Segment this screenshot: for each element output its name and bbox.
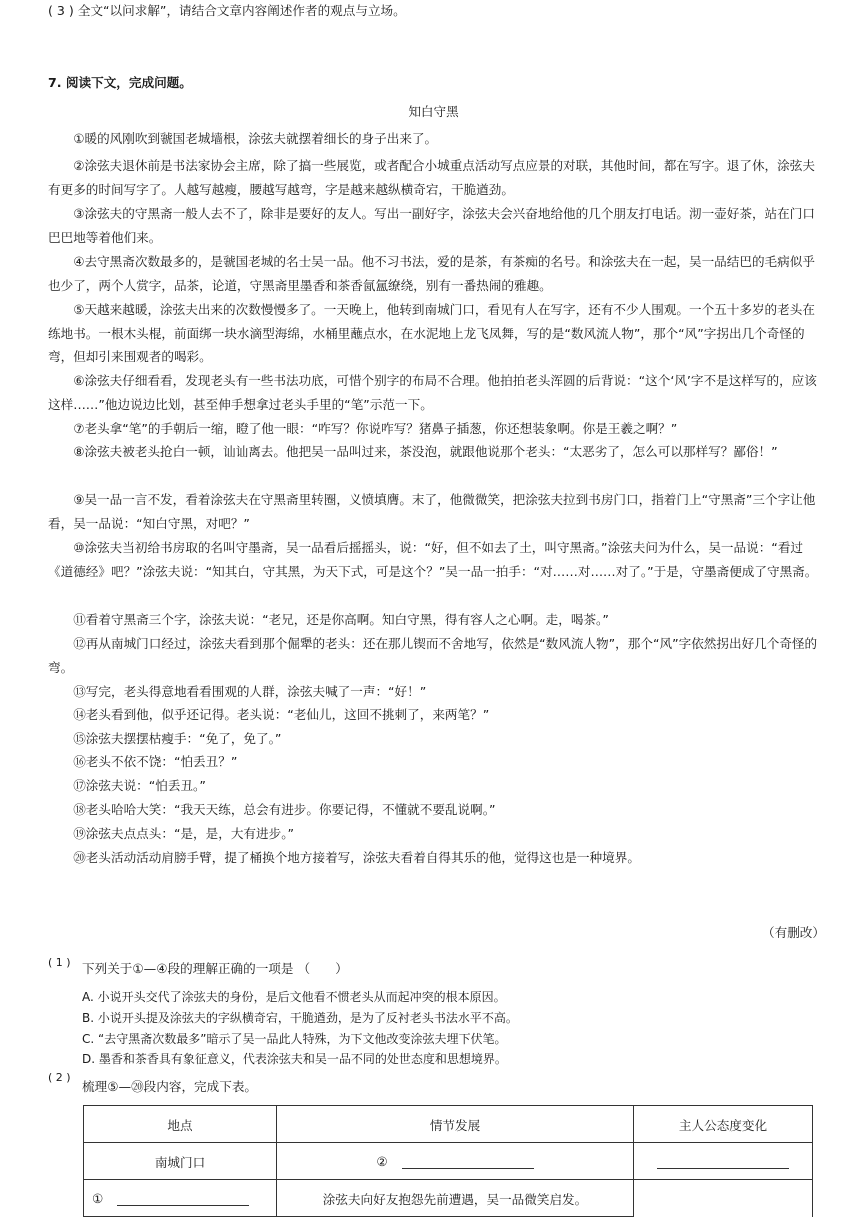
- header-plot: 情节发展: [277, 1106, 634, 1143]
- table-row: [84, 1180, 813, 1217]
- edit-note: （有删改）: [762, 925, 825, 940]
- cell-plot-blank[interactable]: [277, 1143, 634, 1180]
- previous-question-3: ( 3 ) 全文“以问求解”，请结合文章内容阐述作者的观点与立场。: [48, 3, 406, 18]
- answer-blank-2[interactable]: [402, 1156, 534, 1169]
- answer-blank-attitude[interactable]: [657, 1156, 789, 1169]
- paragraph-14: ⑭老头看到他，似乎还记得。老头说：“老仙儿，这回不挑刺了，来两笔？”: [73, 707, 490, 722]
- paragraph-2: ②涂弦夫退休前是书法家协会主席，除了搞一些展览，或者配合小城重点活动写点应景的对联，其他时间，都在写字。退了休，涂弦夫有更多的时间写字了。人越写越瘦，腰越写越弯，字是越来越纵横奇宕，干脆遒劲。: [48, 158, 815, 197]
- header-attitude: 主人公态度变化: [634, 1106, 813, 1143]
- header-place: 地点: [84, 1106, 277, 1143]
- paragraph-20: ⑳老头活动活动肩膀手臂，提了桶换个地方接着写，涂弦夫看着自得其乐的他，觉得这也是一种境界。: [73, 850, 640, 865]
- paragraph-16: ⑯老头不依不饶：“怕丢丑？”: [73, 754, 238, 769]
- paragraph-7: ⑦老头拿“笔”的手朝后一缩，瞪了他一眼：“咋写？你说咋写？猪鼻子插葱，你还想装象啊。你是王羲之啊？”: [73, 421, 678, 436]
- paragraph-11: ⑪看着守黑斋三个字，涂弦夫说：“老兄，还是你高啊。知白守黑，得有容人之心啊。走，喝茶。”: [73, 612, 609, 627]
- paragraph-17: ⑰涂弦夫说：“怕丢丑。”: [73, 778, 206, 793]
- q1-number: ( 1 ): [48, 956, 71, 969]
- paragraph-4: ④去守黑斋次数最多的，是虢国老城的名士吴一品。他不习书法，爱的是茶，有茶痴的名号。和涂弦夫在一起，吴一品结巴的毛病似乎也少了，两个人赏字，品茶，论道，守黑斋里墨香和茶香氤氲缭绕，别有一番热闹的雅趣。: [48, 254, 815, 293]
- paragraph-19: ⑲涂弦夫点点头：“是，是，大有进步。”: [73, 826, 295, 841]
- cell-plot-text: 涂弦夫向好友抱怨先前遭遇，吴一品微笑启发。: [277, 1180, 634, 1217]
- blank-marker-2: ②: [376, 1153, 388, 1169]
- paragraph-1: ①暖的风刚吹到虢国老城墙根，涂弦夫就摆着细长的身子出来了。: [73, 131, 438, 146]
- paragraph-13: ⑬写完，老头得意地看看围观的人群，涂弦夫喊了一声：“好！”: [73, 684, 427, 699]
- q1-option-a[interactable]: A. 小说开头交代了涂弦夫的身份，是后文他看不惯老头从而起冲突的根本原因。: [82, 990, 506, 1004]
- story-title: 知白守黑: [408, 104, 459, 119]
- paragraph-3: ③涂弦夫的守黑斋一般人去不了，除非是要好的友人。写出一副好字，涂弦夫会兴奋地给他的几个朋友打电话。沏一壶好茶，站在门口巴巴地等着他们来。: [48, 206, 815, 245]
- paragraph-5: ⑤天越来越暖，涂弦夫出来的次数慢慢多了。一天晚上，他转到南城门口，看见有人在写字，还有不少人围观。一个五十多岁的老头在练地书。一根木头棍，前面绑一块水滴型海绵，水桶里蘸点水，在水泥地上龙飞凤舞，写的是“数风流人物”，那个“风”字拐出几个奇怪的弯，但却引来围观者的喝彩。: [48, 302, 815, 364]
- cell-attitude-empty[interactable]: [634, 1180, 813, 1217]
- q1-stem: 下列关于①—④段的理解正确的一项是 （ ）: [82, 961, 348, 976]
- answer-table: [83, 1105, 813, 1217]
- paragraph-9: ⑨吴一品一言不发，看着涂弦夫在守黑斋里转圈，义愤填膺。末了，他微微笑，把涂弦夫拉到书房门口，指着门上“守黑斋”三个字让他看，吴一品说：“知白守黑，对吧？”: [48, 492, 816, 531]
- paragraph-15: ⑮涂弦夫摆摆枯瘦手：“免了，免了。”: [73, 731, 282, 746]
- q2-stem: 梳理⑤—⑳段内容，完成下表。: [82, 1079, 258, 1094]
- q2-number: ( 2 ): [48, 1071, 71, 1084]
- blank-marker-1: ①: [92, 1190, 104, 1206]
- paragraph-6: ⑥涂弦夫仔细看看，发现老头有一些书法功底，可惜个别字的布局不合理。他拍拍老头浑圆的后背说：“这个‘风’字不是这样写的，应该这样……”他边说边比划，甚至伸手想拿过老头手里的“笔”示范一下。: [48, 373, 817, 412]
- answer-blank-1[interactable]: [117, 1193, 249, 1206]
- q1-option-c[interactable]: C. “去守黑斋次数最多”暗示了吴一品此人特殊，为下文他改变涂弦夫埋下伏笔。: [82, 1032, 507, 1046]
- paragraph-10: ⑩涂弦夫当初给书房取的名叫守墨斋，吴一品看后摇摇头，说：“好，但不如去了土，叫守黑斋。”涂弦夫问为什么，吴一品说：“看过《道德经》吧？”涂弦夫说：“知其白，守其黑，为天下式，可是这个？”吴一品一拍手：“对……对……对了。”于是，守墨斋便成了守黑斋。: [48, 540, 818, 579]
- cell-place-south-gate: 南城门口: [84, 1143, 277, 1180]
- cell-place-blank[interactable]: [84, 1180, 277, 1217]
- paragraph-12: ⑫再从南城门口经过，涂弦夫看到那个倔犟的老头：还在那儿锲而不舍地写，依然是“数风流人物”，那个“风”字依然拐出好几个奇怪的弯。: [48, 636, 818, 675]
- q1-option-b[interactable]: B. 小说开头提及涂弦夫的字纵横奇宕，干脆遒劲，是为了反衬老头书法水平不高。: [82, 1011, 518, 1025]
- q1-option-d[interactable]: D. 墨香和茶香具有象征意义，代表涂弦夫和吴一品不同的处世态度和思想境界。: [82, 1052, 507, 1066]
- table-header-row: [84, 1106, 813, 1143]
- table-row: [84, 1143, 813, 1180]
- paragraph-8: ⑧涂弦夫被老头抢白一顿，讪讪离去。他把吴一品叫过来，茶没泡，就跟他说那个老头：“太恶劣了，怎么可以那样写？鄙俗！”: [73, 444, 778, 459]
- section-title: 7. 阅读下文，完成问题。: [48, 75, 192, 90]
- paragraph-18: ⑱老头哈哈大笑：“我天天练，总会有进步。你要记得，不懂就不要乱说啊。”: [73, 802, 496, 817]
- cell-attitude-blank[interactable]: [634, 1143, 813, 1180]
